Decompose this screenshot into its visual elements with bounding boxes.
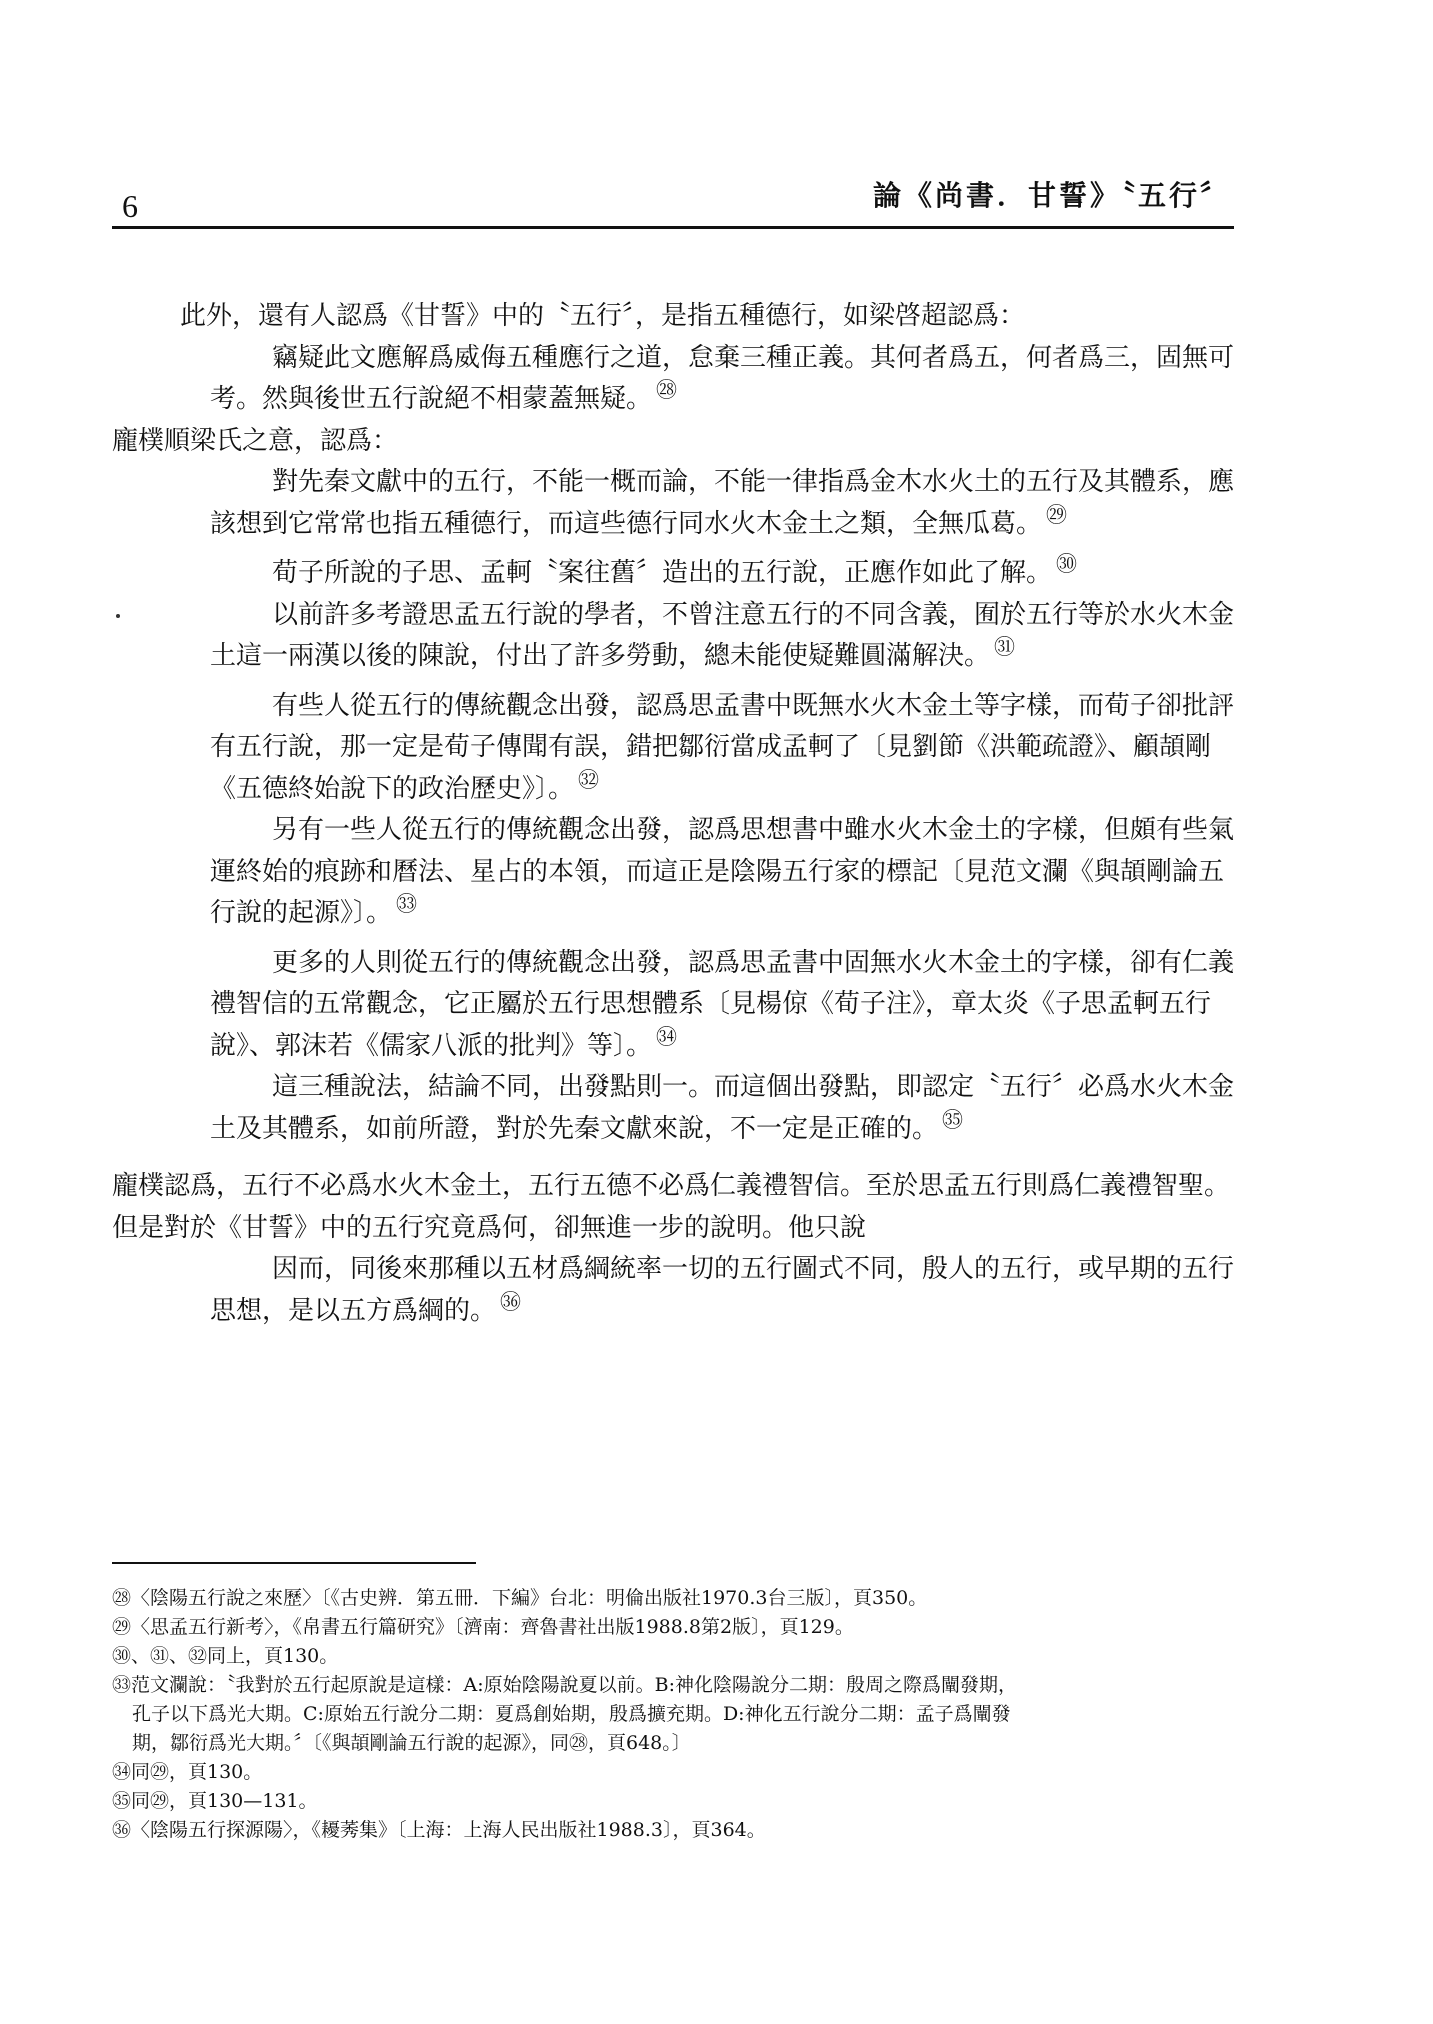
footnote-33-line-2: 孔子以下爲光大期。C:原始五行說分二期：夏爲創始期，殷爲擴充期。D:神化五行說分二期：孟子爲闡發	[132, 1703, 1011, 1725]
quote-text: 這三種說法，結論不同，出發點則一。而這個出發點，即認定〝五行〞必爲水火木金土及其體系，如前所證，對於先秦文獻來說，不一定是正確的。	[210, 1072, 1235, 1144]
main-text	[112, 296, 1242, 1332]
paragraph-pang-pu-intro	[112, 421, 1242, 463]
quote-text: 有些人從五行的傳統觀念出發，認爲思孟書中既無水火木金土等字樣，而荀子卻批評有五行說，那一定是荀子傳聞有誤，錯把鄒衍當成孟軻了〔見劉節《洪範疏證》、顧頡剛《五德終始說下的政治歷史》〕。	[210, 690, 1235, 804]
footnote-33: ㉝范文瀾說：〝我對於五行起原說是這樣：A:原始陰陽說夏以前。B:神化陰陽說分二期：殷周之際爲闡發期，	[112, 1674, 1017, 1696]
quote-text: 以前許多考證思孟五行說的學者，不曾注意五行的不同含義，囿於五行等於水火木金土這一兩漢以後的陳說，付出了許多勞動，總未能使疑難圓滿解決。	[210, 599, 1235, 671]
quote-liang-qichao	[112, 338, 1242, 421]
quote-text: 另有一些人從五行的傳統觀念出發，認爲思想書中雖水火木金土的字樣，但頗有些氣運終始的痕跡和曆法、星占的本領，而這正是陰陽五行家的標記〔見范文瀾《與頡剛論五行說的起源》〕。	[210, 815, 1235, 928]
paragraph-text: 此外，還有人認爲《甘誓》中的〝五行〞，是指五種德行，如梁啓超認爲：	[180, 301, 1026, 331]
footnotes	[112, 1584, 1252, 1845]
paragraph-text: 龐樸認爲，五行不必爲水火木金土，五行五德不必爲仁義禮智信。至於思孟五行則爲仁義禮智聖。但是對於《甘誓》中的五行究竟爲何，卻無進一步的說明。他只說	[112, 1171, 1231, 1243]
footnote-30-32: ㉚、㉛、㉜同上，頁130。	[112, 1645, 339, 1667]
footnote-ref-28[interactable]: ㉘	[656, 378, 678, 402]
quote-pang-pu-4	[112, 686, 1242, 811]
quote-pang-pu-8	[112, 1249, 1242, 1332]
footnote-ref-29[interactable]: ㉙	[1046, 502, 1068, 527]
footnote-ref-30[interactable]: ㉚	[1056, 552, 1078, 576]
footnote-rule	[112, 1562, 476, 1564]
page-number: 6	[122, 188, 138, 224]
footnote-33-line-3: 期，鄒衍爲光大期。〞〔《與頡剛論五行說的起源》，同㉘，頁648。〕	[132, 1732, 691, 1754]
paragraph-pang-pu-view	[112, 1166, 1242, 1249]
running-title: 論《尚書．甘誓》〝五行〞	[872, 179, 1231, 212]
quote-text: 荀子所說的子思、孟軻〝案往舊〞造出的五行說，正應作如此了解。	[272, 558, 1053, 588]
footnote-ref-36[interactable]: ㊱	[500, 1289, 522, 1314]
quote-text: 更多的人則從五行的傳統觀念出發，認爲思孟書中固無水火木金土的字樣，卻有仁義禮智信的五常觀念，它正屬於五行思想體系〔見楊倞《荀子注》，章太炎《子思孟軻五行說》、郭沫若《儒家八派的批判》等〕。	[210, 947, 1235, 1061]
footnote-ref-31[interactable]: ㉛	[994, 635, 1016, 659]
footnote-ref-32[interactable]: ㉜	[578, 767, 600, 792]
header-rule	[112, 226, 1234, 229]
quote-pang-pu-3	[112, 595, 1242, 678]
quote-pang-pu-6	[112, 943, 1242, 1068]
footnote-ref-34[interactable]: ㉞	[656, 1024, 678, 1049]
footnote-29: ㉙〈思孟五行新考〉，《帛書五行篇研究》〔濟南：齊魯書社出版1988.8第2版〕，頁129。	[112, 1616, 854, 1638]
quote-text: 對先秦文獻中的五行，不能一概而論，不能一律指爲金木水火土的五行及其體系，應該想到它常常也指五種德行，而這些德行同水火木金土之類，全無瓜葛。	[210, 467, 1235, 539]
footnote-28: ㉘〈陰陽五行說之來歷〉〔《古史辨．第五冊．下編》台北：明倫出版社1970.3台三版〕，頁350。	[112, 1587, 928, 1609]
quote-pang-pu-1	[112, 462, 1242, 545]
footnote-ref-35[interactable]: ㉟	[942, 1107, 964, 1132]
quote-text: 竊疑此文應解爲威侮五種應行之道，怠棄三種正義。其何者爲五，何者爲三，固無可考。然與後世五行說絕不相蒙蓋無疑。	[210, 342, 1235, 414]
footnote-ref-33[interactable]: ㉝	[396, 892, 418, 916]
quote-pang-pu-2	[112, 553, 1242, 595]
footnote-36: ㊱〈陰陽五行探源陽〉，《耰莠集》〔上海：上海人民出版社1988.3〕，頁364。	[112, 1819, 766, 1841]
paragraph-text: 龐樸順梁氏之意，認爲：	[112, 425, 399, 456]
quote-text: 因而，同後來那種以五材爲綱統率一切的五行圖式不同，殷人的五行，或早期的五行思想，是以五方爲綱的。	[210, 1254, 1235, 1326]
paragraph-intro	[112, 296, 1242, 338]
footnote-35: ㉟同㉙，頁130—131。	[112, 1790, 318, 1812]
footnote-34: ㉞同㉙，頁130。	[112, 1761, 263, 1783]
quote-pang-pu-5	[112, 810, 1242, 935]
quote-pang-pu-7	[112, 1067, 1242, 1150]
